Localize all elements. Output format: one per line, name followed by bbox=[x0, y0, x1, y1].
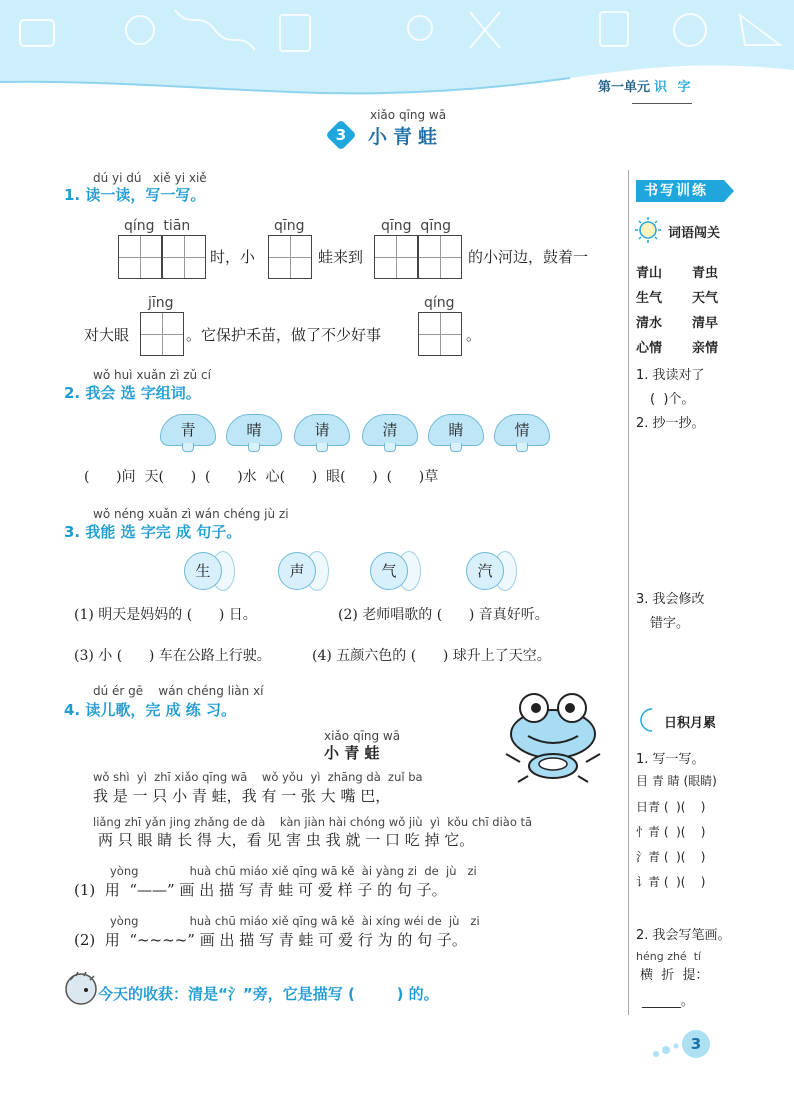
lesson-number: 3 bbox=[335, 126, 347, 144]
poem-title-pinyin: xiǎo qīng wā bbox=[324, 729, 401, 743]
s1-py-e: qíng bbox=[424, 295, 455, 311]
s1-text-2: 蛙来到 bbox=[318, 248, 364, 266]
write-row[interactable]: 日青 ( )( ) bbox=[636, 800, 706, 814]
tianzige-box[interactable] bbox=[162, 235, 206, 279]
q2-pinyin: yòng huà chū miáo xiě qīng wā kě ài xíng wéi de jù zi bbox=[110, 914, 480, 928]
s3-q1[interactable]: (1) 明天是妈妈的 ( ) 日。 bbox=[74, 607, 257, 623]
page-number: 3 bbox=[682, 1030, 710, 1058]
tianzige-box[interactable] bbox=[418, 312, 462, 356]
s1-text-1: 时，小 bbox=[210, 248, 256, 266]
snail-char: 汽 bbox=[466, 552, 504, 590]
unit-label bbox=[598, 76, 694, 95]
sidebar-tab: 书写训练 bbox=[636, 180, 724, 202]
mushroom-char: 睛 bbox=[428, 414, 484, 446]
s2-fill-line[interactable]: ( )问 天( ) ( )水 心( ) 眼( ) ( )草 bbox=[84, 469, 439, 485]
poem-line1: 我 是 一 只 小 青 蛙，我 有 一 张 大 嘴 巴， bbox=[93, 787, 391, 805]
eye-note: 目 青 睛 (眼睛) bbox=[636, 774, 717, 788]
read-answer[interactable]: ( )个。 bbox=[650, 392, 695, 407]
sidebar-divider bbox=[628, 170, 629, 1015]
s3-heading: 3. 我能 选 字完 成 句子。 bbox=[64, 523, 242, 541]
mushroom-char: 情 bbox=[494, 414, 550, 446]
s1-pinyin: dú yi dú xiě yi xiě bbox=[93, 171, 207, 185]
s4-q1[interactable]: (1) 用 “——” 画 出 描 写 青 蛙 可 爱 样 子 的 句 子。 bbox=[74, 881, 447, 899]
stroke-names: 横 折 提： bbox=[640, 968, 709, 983]
q1-pinyin: yòng huà chū miáo xiě qīng wā kě ài yàng zi de jù zi bbox=[110, 864, 477, 878]
copy-question: 2. 抄一抄。 bbox=[636, 416, 705, 431]
poem-line2: 两 只 眼 睛 长 得 大，看 见 害 虫 我 就 一 口 吃 掉 它。 bbox=[98, 831, 475, 849]
sun-icon bbox=[634, 216, 662, 244]
write-question: 1. 写一写。 bbox=[636, 752, 705, 767]
stroke-pinyin: héng zhé tí bbox=[636, 950, 702, 963]
vocab-word: 亲情 bbox=[692, 341, 719, 356]
unit-rule bbox=[632, 103, 692, 104]
s1-text-6: 。 bbox=[466, 326, 482, 344]
snail-char: 气 bbox=[370, 552, 408, 590]
s4-pinyin: dú ér gē wán chéng liàn xí bbox=[93, 684, 264, 698]
stroke-blank[interactable]: ______。 bbox=[642, 994, 695, 1009]
mushroom-char: 清 bbox=[362, 414, 418, 446]
harvest-text[interactable]: 今天的收获：清是“氵”旁，它是描写 ( ) 的。 bbox=[98, 985, 439, 1003]
lesson-title: 小青蛙 bbox=[368, 126, 444, 148]
poem-title: 小 青 蛙 bbox=[324, 744, 380, 762]
s4-heading: 4. 读儿歌，完 成 练 习。 bbox=[64, 701, 237, 719]
vocab-word: 青虫 bbox=[692, 266, 719, 281]
s3-q4[interactable]: (4) 五颜六色的 ( ) 球升上了天空。 bbox=[312, 648, 551, 664]
s1-py-c: qīng qīng bbox=[381, 218, 451, 234]
mushroom-char: 请 bbox=[294, 414, 350, 446]
s1-py-b: qīng bbox=[274, 218, 305, 234]
hedgehog-icon bbox=[64, 972, 98, 1006]
vocab-word: 青山 bbox=[636, 266, 663, 281]
s1-text-5: 。它保护禾苗，做了不少好事 bbox=[186, 326, 382, 344]
vocab-word: 清早 bbox=[692, 316, 719, 331]
s1-text-3: 的小河边，鼓着一 bbox=[468, 248, 589, 266]
stroke-question: 2. 我会写笔画。 bbox=[636, 928, 731, 943]
s2-heading: 2. 我会 选 字组词。 bbox=[64, 384, 201, 402]
write-row[interactable]: 讠青 ( )( ) bbox=[636, 875, 706, 889]
bubbles-icon bbox=[650, 1040, 680, 1060]
s1-py-a: qíng tiān bbox=[124, 218, 191, 234]
s1-heading: 1. 读一读，写一写。 bbox=[64, 186, 206, 204]
write-row[interactable]: 忄青 ( )( ) bbox=[636, 825, 706, 839]
tianzige-box[interactable] bbox=[140, 312, 184, 356]
vocab-title: 词语闯关 bbox=[668, 226, 721, 241]
snail-char: 生 bbox=[184, 552, 222, 590]
moon-icon bbox=[634, 706, 660, 734]
s1-text-4: 对大眼 bbox=[84, 326, 130, 344]
s4-q2[interactable]: (2) 用 “~~~~” 画 出 描 写 青 蛙 可 爱 行 为 的 句 子。 bbox=[74, 931, 467, 949]
mushroom-char: 青 bbox=[160, 414, 216, 446]
poem-line2-pinyin: liǎng zhī yǎn jing zhǎng de dà kàn jiàn hài chóng wǒ jiù yì kǒu chī diào tā bbox=[93, 815, 533, 829]
vocab-word: 生气 bbox=[636, 291, 663, 306]
frog-icon bbox=[498, 684, 608, 784]
tianzige-box[interactable] bbox=[118, 235, 162, 279]
read-question: 1. 我读对了 bbox=[636, 368, 705, 383]
poem-line1-pinyin: wǒ shì yì zhī xiǎo qīng wā wǒ yǒu yì zhāng dà zuǐ ba bbox=[93, 770, 423, 784]
snail-char: 声 bbox=[278, 552, 316, 590]
fix-answer: 错字。 bbox=[650, 616, 690, 631]
fix-question: 3. 我会修改 bbox=[636, 592, 705, 607]
write-row[interactable]: 氵青 ( )( ) bbox=[636, 850, 706, 864]
s3-q2[interactable]: (2) 老师唱歌的 ( ) 音真好听。 bbox=[338, 607, 549, 623]
tianzige-box[interactable] bbox=[268, 235, 312, 279]
tianzige-box[interactable] bbox=[374, 235, 418, 279]
s1-py-d: jīng bbox=[148, 295, 174, 311]
vocab-word: 心情 bbox=[636, 341, 663, 356]
accumulate-title: 日积月累 bbox=[664, 716, 717, 731]
vocab-word: 清水 bbox=[636, 316, 663, 331]
vocab-word: 天气 bbox=[692, 291, 719, 306]
unit-name: 第一单元 bbox=[598, 80, 651, 95]
s3-pinyin: wǒ néng xuǎn zì wán chéng jù zi bbox=[93, 507, 289, 521]
s3-q3[interactable]: (3) 小 ( ) 车在公路上行驶。 bbox=[74, 648, 271, 664]
title-pinyin: xiǎo qīng wā bbox=[370, 108, 447, 122]
tianzige-box[interactable] bbox=[418, 235, 462, 279]
mushroom-char: 晴 bbox=[226, 414, 282, 446]
s2-pinyin: wǒ huì xuǎn zì zǔ cí bbox=[93, 368, 211, 382]
unit-topic: 识 字 bbox=[654, 80, 694, 95]
